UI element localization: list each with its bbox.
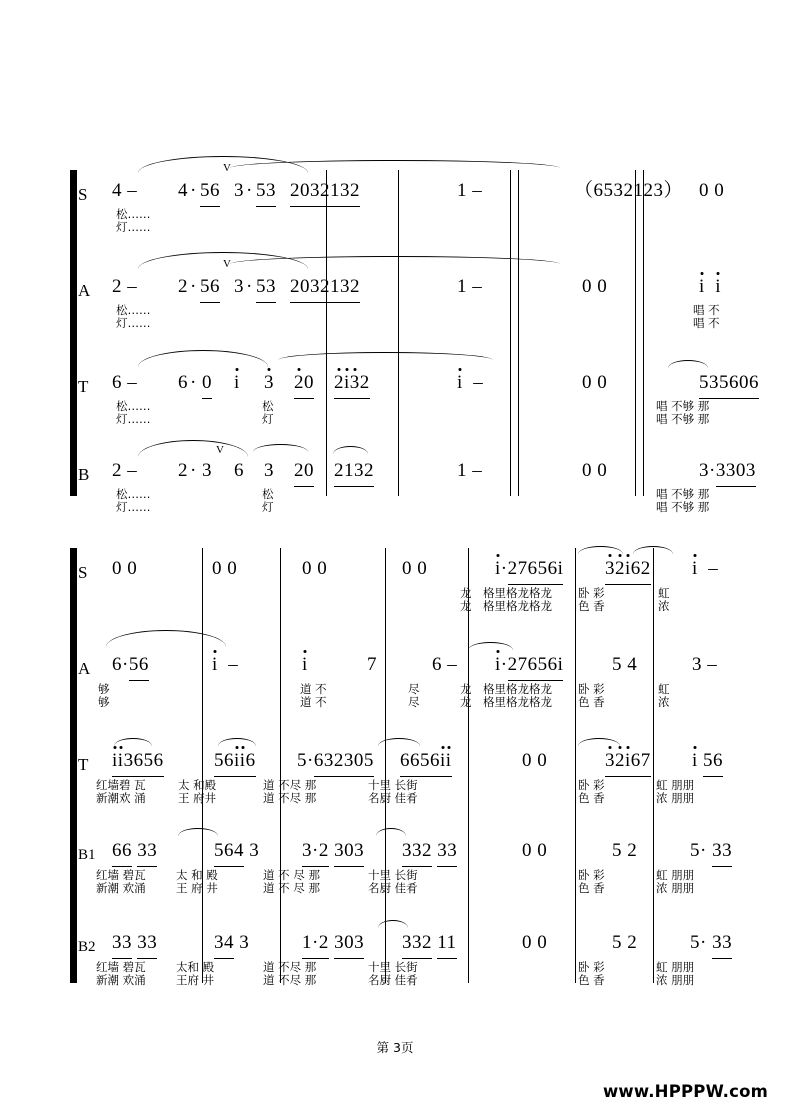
note-beamed: 632305 xyxy=(314,748,374,777)
lyric-line-2: 新潮 欢涌 xyxy=(96,881,146,895)
lyric-line-2: 王 府井 xyxy=(178,791,217,805)
note-measure: 3 xyxy=(202,460,212,481)
voice-label-bass2: B2 xyxy=(78,939,96,955)
note-measure xyxy=(605,556,651,585)
slur xyxy=(468,642,513,650)
note-beamed: 32i67 xyxy=(605,748,651,777)
note-beamed: 53 xyxy=(256,178,276,207)
lyric-line-1: 太 和 殿 xyxy=(176,868,218,882)
note-measure xyxy=(112,748,164,777)
note-high-dot: 3 xyxy=(264,372,274,393)
note-measure: 0 0 xyxy=(402,558,428,579)
staff-bass1-2 xyxy=(78,838,733,895)
breath-mark-v: V xyxy=(216,444,224,456)
note-beamed: 3303 xyxy=(716,458,756,487)
lyric-line-1: 虹 xyxy=(658,586,670,600)
lyric-end-1: 唱 不够 那 xyxy=(656,399,710,413)
note-measure: 0 0 xyxy=(522,932,548,953)
note-measure xyxy=(400,748,452,777)
voice-label-bass: B xyxy=(78,465,90,484)
lyric-mid-2: 灯 xyxy=(262,500,274,514)
lyric-line-1: 太和 殿 xyxy=(176,960,215,974)
note-measure: 6·56 xyxy=(112,652,149,681)
lyric-line-1: 松…… xyxy=(116,207,151,221)
staff-alto xyxy=(78,258,722,330)
lyric-line-1: 虹 朋朋 xyxy=(656,868,695,882)
note-measure xyxy=(302,652,308,678)
note-measure xyxy=(200,274,220,303)
note-beamed: 56 xyxy=(129,652,149,681)
lyric-line-2: 道 不尽 那 xyxy=(263,973,317,987)
voice-label-tenor: T xyxy=(78,377,89,396)
note-measure: 2 – xyxy=(112,460,138,481)
note-measure: 6 – xyxy=(112,372,138,393)
note-measure: 6 xyxy=(178,372,188,393)
slur xyxy=(333,446,368,454)
note-measure: 2 xyxy=(178,276,188,297)
lyric-line-2: 格里格龙格龙 xyxy=(483,695,552,709)
slur xyxy=(178,828,218,836)
note-beamed: ii3656 xyxy=(112,748,164,777)
note-measure: 0 0 xyxy=(699,180,725,201)
note-high-dot: i xyxy=(692,558,698,579)
lyric-line-1: 卧 彩 xyxy=(578,960,605,974)
lyric-line-1: 卧 彩 xyxy=(578,778,605,792)
note-single: 5· xyxy=(690,840,707,861)
note-single: 5 xyxy=(297,750,307,771)
note-high-dot: i xyxy=(495,558,501,579)
note-measure xyxy=(302,930,364,959)
note-dot: · xyxy=(190,180,197,201)
note-beamed: 56ii6 xyxy=(214,748,256,777)
note-beamed: 332 xyxy=(402,838,432,867)
note-measure: 5 4 xyxy=(612,654,638,675)
site-watermark: www.HPPPW.com xyxy=(602,1082,768,1101)
lyric-line-2: 名厨 佳肴 xyxy=(368,881,418,895)
note-dot: · xyxy=(246,276,253,297)
staff-tenor-2 xyxy=(78,748,724,805)
slur xyxy=(668,360,708,368)
note-measure xyxy=(256,274,276,303)
note-beamed: 0 xyxy=(202,370,212,399)
staff-bass xyxy=(78,444,756,514)
note-measure: 4 – xyxy=(112,180,138,201)
lyric-line-2: 浓 xyxy=(658,599,670,613)
slur xyxy=(253,444,308,452)
note-measure xyxy=(202,370,212,399)
note-beamed: 56 xyxy=(200,274,220,303)
lyric-line-1: 道 不尽 那 xyxy=(263,960,317,974)
voice-label-alto: A xyxy=(78,659,91,678)
lyric-line-1: 十里 长街 xyxy=(368,868,418,882)
slur xyxy=(578,738,620,746)
lyric-line-2: 王府 井 xyxy=(176,973,215,987)
lyric-mid-1: 松 xyxy=(262,487,274,501)
lyric-line-2: 龙 xyxy=(460,599,472,613)
note-beamed: 33 xyxy=(137,838,157,867)
note-high-dot: i xyxy=(302,654,308,675)
lyric-line-1: 虹 xyxy=(658,682,670,696)
note-measure: 3·3303 xyxy=(699,458,756,487)
note-beamed: 2032132 xyxy=(290,274,360,303)
slur xyxy=(106,630,226,647)
lyric-line-1: 道 不 xyxy=(300,682,327,696)
lyric-line-1: 红墙 碧瓦 xyxy=(96,960,146,974)
note-measure: 0 0 xyxy=(522,750,548,771)
note-beamed: 2i32 xyxy=(334,370,370,399)
note-measure xyxy=(690,838,732,867)
note-beamed: 27656i xyxy=(508,556,564,585)
lyric-line-1: 太 和殿 xyxy=(178,778,217,792)
note-beamed: 332 xyxy=(402,930,432,959)
note-measure: 0 0 xyxy=(522,840,548,861)
note-high-dot: i xyxy=(715,276,722,297)
lyric-line-2: 王 府 井 xyxy=(176,881,218,895)
slur xyxy=(633,546,673,554)
note-measure xyxy=(112,838,157,867)
lyric-line-2: 够 xyxy=(98,695,110,709)
note-single: 6 xyxy=(112,654,122,675)
note-measure: 1 – xyxy=(457,276,483,297)
staff-bass2-2 xyxy=(78,930,733,987)
lyric-line-2: 灯…… xyxy=(116,500,151,514)
note-measure: 1 – xyxy=(457,180,483,201)
note-dot: · xyxy=(190,372,197,393)
staff-soprano xyxy=(78,162,725,234)
note-measure xyxy=(690,930,732,959)
note-measure: 6 xyxy=(234,460,244,481)
note-measure xyxy=(294,370,314,399)
note-beamed: 535606 xyxy=(699,370,759,399)
note-single: 3 xyxy=(249,840,260,861)
note-beamed: 11 xyxy=(437,930,456,959)
lyric-line-2: 格里格龙格龙 xyxy=(483,599,552,613)
lyric-line-2: 道 不尽 那 xyxy=(263,791,317,805)
slur xyxy=(138,440,248,457)
lyric-line-2: 色 香 xyxy=(578,881,605,895)
lyric-line-1: 道 不尽 那 xyxy=(263,778,317,792)
note-measure xyxy=(256,178,276,207)
lyric-line-2: 浓 朋朋 xyxy=(656,881,695,895)
lyric-line-1: 松…… xyxy=(116,399,151,413)
note-measure: 0 0 xyxy=(302,558,328,579)
note-high-dot: i xyxy=(692,750,698,771)
note-measure: 0 0 xyxy=(582,460,608,481)
note-measure xyxy=(334,370,370,399)
voice-label-alto: A xyxy=(78,281,91,300)
breath-mark-v: V xyxy=(223,162,231,174)
note-beamed: 564 xyxy=(214,838,244,867)
lyric-line-1: 松…… xyxy=(116,487,151,501)
lyric-line-1: 虹 朋朋 xyxy=(656,960,695,974)
note-measure xyxy=(692,748,723,777)
note-single: 3 xyxy=(239,932,250,953)
note-beamed: 32i62 xyxy=(605,556,651,585)
lyric-end-2: 唱 不 xyxy=(693,316,720,330)
lyric-line-1: 龙 xyxy=(460,586,472,600)
lyric-line-1: 龙 xyxy=(460,682,472,696)
note-measure xyxy=(200,178,220,207)
note-measure xyxy=(402,838,457,867)
note-measure: i – xyxy=(457,372,484,393)
lyric-line-2: 新潮 欢涌 xyxy=(96,973,146,987)
note-measure xyxy=(334,458,374,487)
note-beamed: 33 xyxy=(437,838,457,867)
note-measure xyxy=(290,274,360,303)
lyric-line-2: 色 香 xyxy=(578,599,605,613)
staff-tenor xyxy=(78,370,759,426)
note-measure xyxy=(234,370,240,396)
note-measure xyxy=(214,930,249,959)
note-beamed: 33 xyxy=(712,838,732,867)
music-system-1 xyxy=(70,162,759,514)
lyric-line-1: 红墙 碧瓦 xyxy=(96,868,146,882)
lyric-line-1: 尽 xyxy=(408,682,420,696)
lyric-line-2: 浓 朋朋 xyxy=(656,791,695,805)
lyric-mid-2: 灯 xyxy=(262,412,274,426)
lyric-line-2: 灯…… xyxy=(116,316,151,330)
lyric-line-2: 龙 xyxy=(460,695,472,709)
note-beamed: 34 xyxy=(214,930,234,959)
lyric-end-2: 唱 不够 那 xyxy=(656,412,710,426)
note-measure: 0 0 xyxy=(212,558,238,579)
lyric-line-2: 新潮欢 涌 xyxy=(96,791,146,805)
note-measure xyxy=(112,930,157,959)
note-measure xyxy=(214,748,256,777)
note-measure: i – xyxy=(212,654,239,675)
note-high-dot: i xyxy=(495,654,501,675)
note-beamed: 6656ii xyxy=(400,748,452,777)
lyric-line-2: 色 香 xyxy=(578,973,605,987)
note-beamed: 56 xyxy=(703,748,723,777)
note-measure: 7 xyxy=(367,654,377,675)
voice-label-soprano: S xyxy=(78,185,88,204)
note-measure xyxy=(699,370,759,399)
note-single: 3 xyxy=(699,460,709,481)
lyric-line-2: 名厨 佳肴 xyxy=(368,973,418,987)
note-measure: （6532123） xyxy=(574,180,684,201)
lyric-line-1: 松…… xyxy=(116,303,151,317)
lyric-line-1: 红墙碧 瓦 xyxy=(96,778,146,792)
slur xyxy=(578,546,623,554)
note-measure: 5 2 xyxy=(612,932,638,953)
lyric-line-1: 十里 长街 xyxy=(368,778,418,792)
staff-soprano-2 xyxy=(78,556,719,613)
note-measure: 0 0 xyxy=(582,372,608,393)
slur xyxy=(378,920,408,928)
lyric-line-1: 格里格龙格龙 xyxy=(483,586,552,600)
note-measure: i – xyxy=(692,558,719,579)
lyric-line-1: 卧 彩 xyxy=(578,868,605,882)
lyric-line-2: 色 香 xyxy=(578,791,605,805)
lyric-line-1: 虹 朋朋 xyxy=(656,778,695,792)
note-dot: · xyxy=(190,276,197,297)
note-measure: 5·632305 xyxy=(297,748,374,777)
note-beamed: 33 xyxy=(712,930,732,959)
note-beamed: 303 xyxy=(334,930,364,959)
note-beamed: 1·2 xyxy=(302,930,329,959)
note-beamed: 27656i xyxy=(508,652,564,681)
voice-label-soprano: S xyxy=(78,563,88,582)
lyric-line-2: 灯…… xyxy=(116,412,151,426)
note-single: 5· xyxy=(690,932,707,953)
note-beamed: 66 xyxy=(112,838,132,867)
lyric-line-2: 道 不 尽 那 xyxy=(263,881,320,895)
note-measure: 3 xyxy=(234,276,244,297)
note-measure xyxy=(302,838,364,867)
note-measure: 0 0 xyxy=(582,276,608,297)
music-system-2 xyxy=(70,548,733,988)
note-measure xyxy=(605,748,651,777)
note-high-dot: i xyxy=(457,372,463,393)
note-measure xyxy=(294,458,314,487)
note-dot: · xyxy=(246,180,253,201)
lyric-line-1: 格里格龙格龙 xyxy=(483,682,552,696)
voice-label-bass1: B1 xyxy=(78,847,96,863)
note-measure: 3 – xyxy=(692,654,718,675)
staff-alto-2 xyxy=(78,652,718,709)
page-number: 第 3页 xyxy=(376,1040,414,1055)
lyric-line-2: 道 不 xyxy=(300,695,327,709)
note-beamed: 3·2 xyxy=(302,838,329,867)
note-measure: i·27656i xyxy=(495,652,563,681)
note-dot: · xyxy=(190,460,197,481)
slur xyxy=(376,828,406,836)
note-measure: i·27656i xyxy=(495,556,563,585)
slur xyxy=(278,352,493,360)
note-measure: 2 xyxy=(178,460,188,481)
system-left-bracket xyxy=(70,548,77,983)
slur xyxy=(218,738,256,746)
note-beamed: 2032132 xyxy=(290,178,360,207)
note-measure: 6 – xyxy=(432,654,458,675)
note-measure: 4 xyxy=(178,180,188,201)
note-beamed: 20 xyxy=(294,458,314,487)
slur xyxy=(378,738,420,746)
lyric-line-1: 卧 彩 xyxy=(578,682,605,696)
lyric-line-2: 浓 xyxy=(658,695,670,709)
slur xyxy=(138,350,268,367)
voice-label-tenor: T xyxy=(78,755,89,774)
lyric-line-1: 道 不 尽 那 xyxy=(263,868,320,882)
note-measure xyxy=(699,274,721,300)
system-left-bracket xyxy=(70,170,77,496)
note-beamed: 53 xyxy=(256,274,276,303)
note-measure xyxy=(264,370,274,396)
note-beamed: 33 xyxy=(112,930,132,959)
note-high-dot: i xyxy=(234,372,240,393)
lyric-end-1: 唱 不 xyxy=(693,303,720,317)
breath-mark-v: V xyxy=(223,258,231,270)
note-beamed: 33 xyxy=(137,930,157,959)
lyric-line-2: 尽 xyxy=(408,695,420,709)
note-measure: 3 xyxy=(234,180,244,201)
lyric-line-2: 色 香 xyxy=(578,695,605,709)
note-beamed: 303 xyxy=(334,838,364,867)
note-measure: 2 – xyxy=(112,276,138,297)
note-measure xyxy=(402,930,457,959)
lyric-line-2: 灯…… xyxy=(116,220,151,234)
lyric-line-1: 够 xyxy=(98,682,110,696)
lyric-mid-1: 松 xyxy=(262,399,274,413)
note-measure: 1 – xyxy=(457,460,483,481)
note-measure xyxy=(290,178,360,207)
note-beamed: 56 xyxy=(200,178,220,207)
lyric-end-1: 唱 不够 那 xyxy=(656,487,710,501)
lyric-line-1: 卧 彩 xyxy=(578,586,605,600)
lyric-line-2: 名厨 佳肴 xyxy=(368,791,418,805)
slur xyxy=(114,738,152,746)
note-measure: 5 2 xyxy=(612,840,638,861)
note-high-dot: i xyxy=(699,276,705,297)
note-beamed: 2132 xyxy=(334,458,374,487)
note-high-dot: i xyxy=(212,654,218,675)
note-measure: 3 xyxy=(264,460,274,481)
lyric-end-2: 唱 不够 那 xyxy=(656,500,710,514)
note-measure xyxy=(214,838,259,867)
note-measure: 0 0 xyxy=(112,558,138,579)
lyric-line-1: 十里 长街 xyxy=(368,960,418,974)
lyric-line-2: 浓 朋朋 xyxy=(656,973,695,987)
note-beamed: 20 xyxy=(294,370,314,399)
